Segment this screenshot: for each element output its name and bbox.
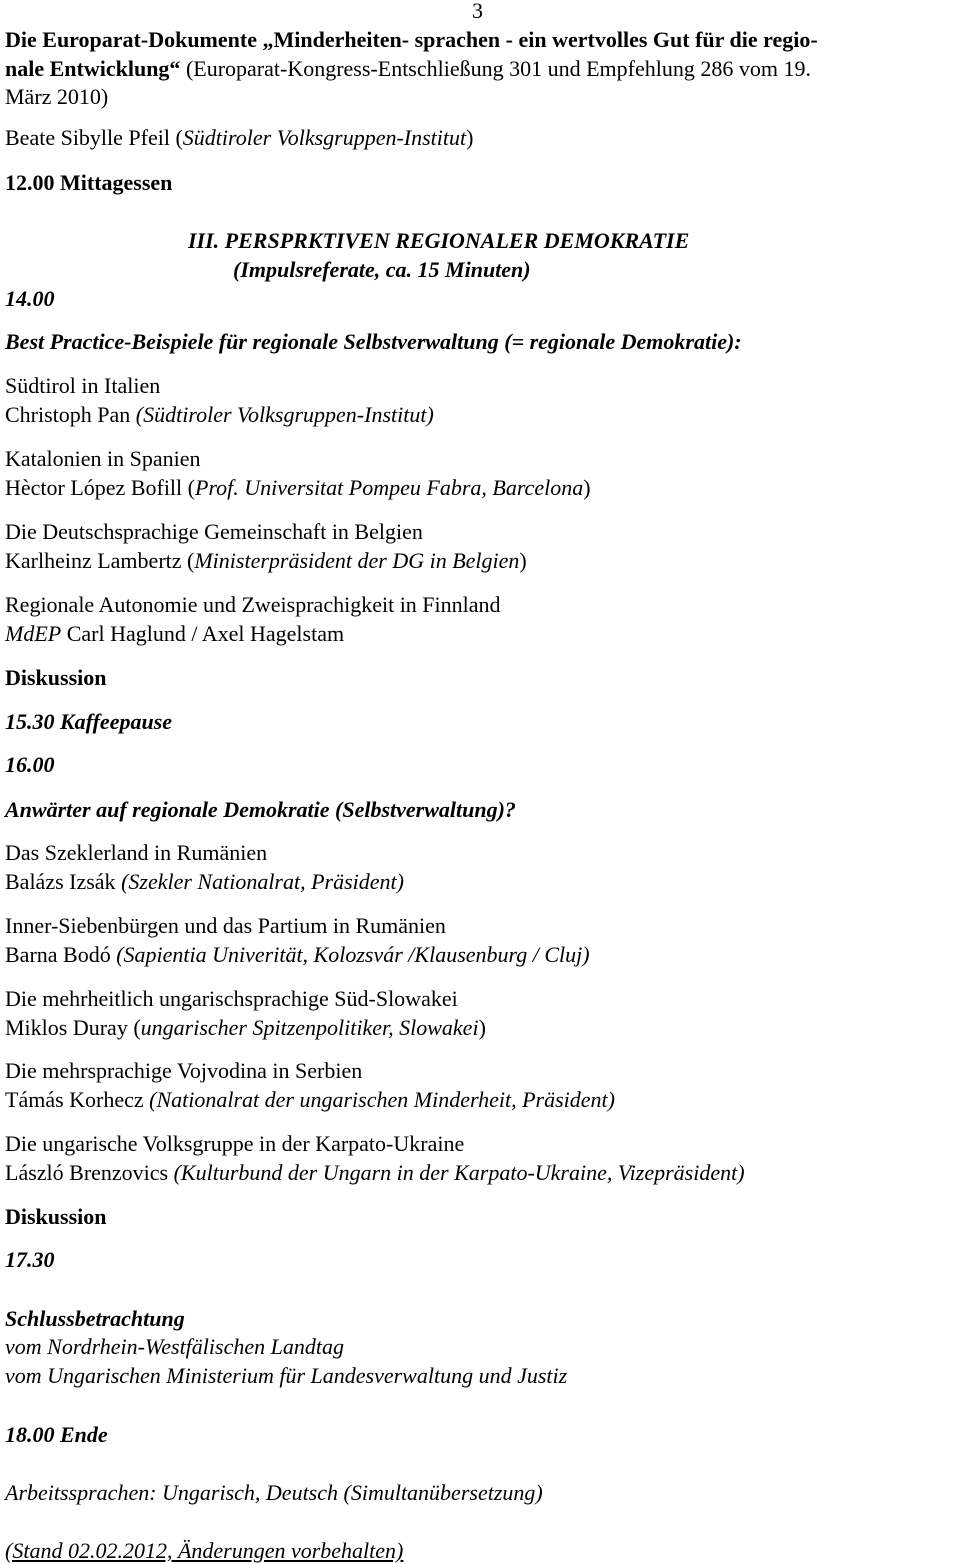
cand-org: ungarischer Spitzenpolitiker, Slowakei (140, 1015, 479, 1040)
bp-speaker-lambertz (5, 548, 527, 574)
header-line-2 (5, 56, 811, 82)
bp-close: ) (519, 548, 527, 573)
page-number: 3 (472, 0, 483, 23)
time-1730: 17.30 (5, 1247, 55, 1272)
bp-topic-suedtirol: Südtirol in Italien (5, 373, 161, 398)
bp-name: Christoph Pan (5, 402, 136, 427)
cand-topic-slowakei: Die mehrheitlich ungarischsprachige Süd-Slowakei (5, 986, 458, 1011)
discussion-1: Diskussion (5, 665, 107, 690)
section-title: III. PERSPRKTIVEN REGIONALER DEMOKRATIE (188, 228, 690, 253)
cand-name: Támás Korhecz (5, 1087, 150, 1112)
bp-name: Karlheinz Lambertz ( (5, 548, 195, 573)
cand-org: (Szekler Nationalrat, Präsident) (121, 869, 404, 894)
bp-speaker-haglund (5, 621, 344, 647)
cand-name: Miklos Duray ( (5, 1015, 141, 1040)
time-1600: 16.00 (5, 752, 55, 777)
bp-names: Carl Haglund / Axel Hagelstam (61, 621, 345, 646)
cand-speaker-izsak (5, 869, 404, 895)
cand-org: (Sapientia Univerität, Kolozsvár /Klausenburg / Cluj) (116, 942, 590, 967)
section-subtitle: (Impulsreferate, ca. 15 Minuten) (233, 257, 531, 282)
header-line-3: März 2010) (5, 84, 109, 109)
bp-topic-katalonien: Katalonien in Spanien (5, 446, 201, 471)
bp-org: (Südtiroler Volksgruppen-Institut) (135, 402, 434, 427)
cand-org: (Kulturbund der Ungarn in der Karpato-Ukraine, Vizepräsident) (173, 1160, 745, 1185)
speaker-pfeil (5, 125, 473, 151)
bp-speaker-bofill (5, 475, 591, 501)
cand-topic-vojvodina: Die mehrsprachige Vojvodina in Serbien (5, 1058, 363, 1083)
cand-topic-szeklerland: Das Szeklerland in Rumänien (5, 840, 268, 865)
bp-org: Prof. Universitat Pompeu Fabra, Barcelona (195, 475, 584, 500)
working-languages: Arbeitssprachen: Ungarisch, Deutsch (Simultanübersetzung) (5, 1480, 543, 1505)
header-line-2-rest: (Europarat-Kongress-Entschließung 301 und Empfehlung 286 vom 19. (180, 56, 811, 81)
best-practice-heading: Best Practice-Beispiele für regionale Selbstverwaltung (= regionale Demokratie): (5, 329, 742, 354)
speaker-name: Beate Sibylle Pfeil ( (5, 125, 183, 150)
coffee-break: 15.30 Kaffeepause (5, 709, 173, 734)
speaker-close: ) (466, 125, 474, 150)
bp-topic-finnland: Regionale Autonomie und Zweisprachigkeit in Finnland (5, 592, 501, 617)
cand-name: Balázs Izsák (5, 869, 122, 894)
cand-speaker-duray (5, 1015, 486, 1041)
lunch-time: 12.00 Mittagessen (5, 170, 173, 195)
cand-name: László Brenzovics (5, 1160, 174, 1185)
closing-heading: Schlussbetrachtung (5, 1306, 185, 1331)
discussion-2: Diskussion (5, 1204, 107, 1229)
header-line-1: Die Europarat-Dokumente „Minderheiten- sprachen - ein wertvolles Gut für die regio- (5, 27, 818, 52)
bp-topic-belgien: Die Deutschsprachige Gemeinschaft in Belgien (5, 519, 423, 544)
cand-name: Barna Bodó (5, 942, 117, 967)
status-note: (Stand 02.02.2012, Änderungen vorbehalten) (5, 1538, 404, 1563)
section-time: 14.00 (5, 286, 55, 311)
cand-speaker-brenzovics (5, 1160, 745, 1186)
bp-close: ) (583, 475, 591, 500)
bp-name: Hèctor López Bofill ( (5, 475, 195, 500)
bp-org: Ministerpräsident der DG in Belgien (194, 548, 520, 573)
closing-line-2: vom Ungarischen Ministerium für Landesverwaltung und Justiz (5, 1363, 568, 1388)
closing-line-1: vom Nordrhein-Westfälischen Landtag (5, 1334, 344, 1359)
mdep-label: MdEP (5, 621, 62, 646)
end-time: 18.00 Ende (5, 1422, 108, 1447)
cand-close: ) (478, 1015, 486, 1040)
speaker-org: Südtiroler Volksgruppen-Institut (182, 125, 467, 150)
cand-topic-siebenbuergen: Inner-Siebenbürgen und das Partium in Rumänien (5, 913, 446, 938)
header-line-2-bold: nale Entwicklung“ (5, 56, 181, 81)
cand-speaker-korhecz (5, 1087, 615, 1113)
cand-speaker-bodo (5, 942, 590, 968)
anwaerter-heading: Anwärter auf regionale Demokratie (Selbstverwaltung)? (5, 797, 516, 822)
cand-topic-karpato-ukraine: Die ungarische Volksgruppe in der Karpato-Ukraine (5, 1131, 465, 1156)
cand-org: (Nationalrat der ungarischen Minderheit, Präsident) (149, 1087, 615, 1112)
bp-speaker-pan (5, 402, 434, 428)
